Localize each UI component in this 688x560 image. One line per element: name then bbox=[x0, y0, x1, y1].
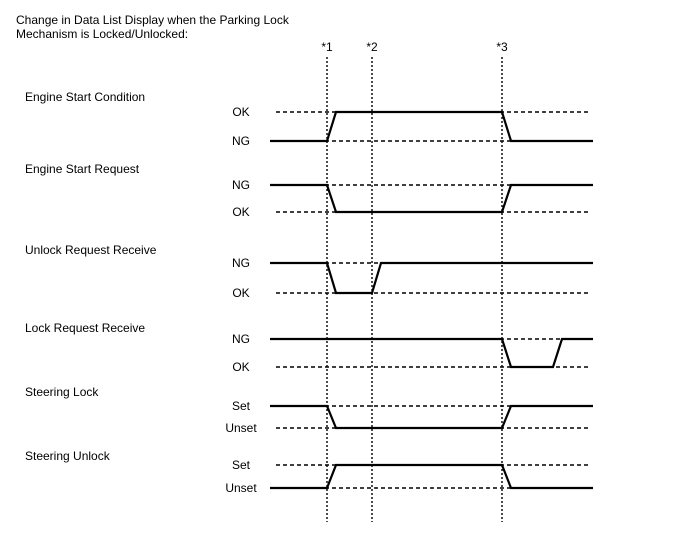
signal-name-label: Lock Request Receive bbox=[25, 321, 146, 335]
timing-marker-label: *2 bbox=[366, 40, 378, 54]
signal-level-label: OK bbox=[232, 105, 250, 119]
signal-level-label: NG bbox=[232, 178, 250, 192]
signal-waveform bbox=[270, 339, 593, 367]
signal-level-label: Set bbox=[231, 399, 251, 413]
signal-name-label: Engine Start Condition bbox=[25, 90, 146, 104]
signal-level-label: NG bbox=[232, 134, 250, 148]
signal-level-label: Set bbox=[231, 458, 251, 472]
signal-level-label: Unset bbox=[225, 421, 257, 435]
signal-waveform bbox=[270, 465, 593, 488]
signal-waveform bbox=[270, 185, 593, 212]
signal-waveform bbox=[270, 112, 593, 141]
signal-level-label: OK bbox=[232, 360, 250, 374]
signal-waveform bbox=[270, 263, 593, 293]
signal-name-label: Steering Lock bbox=[25, 385, 99, 399]
signal-level-label: Unset bbox=[225, 481, 257, 495]
timing-marker-label: *1 bbox=[321, 40, 333, 54]
signal-level-label: OK bbox=[232, 286, 250, 300]
signal-name-label: Unlock Request Receive bbox=[25, 243, 157, 257]
diagram-title-line2: Mechanism is Locked/Unlocked: bbox=[16, 27, 189, 41]
signal-level-label: NG bbox=[232, 332, 250, 346]
timing-marker-label: *3 bbox=[496, 40, 508, 54]
signal-waveform bbox=[270, 406, 593, 428]
diagram-title-line1: Change in Data List Display when the Parking Lock bbox=[16, 13, 289, 27]
signal-name-label: Engine Start Request bbox=[25, 162, 140, 176]
signal-level-label: OK bbox=[232, 205, 250, 219]
signal-name-label: Steering Unlock bbox=[25, 449, 110, 463]
signal-level-label: NG bbox=[232, 256, 250, 270]
